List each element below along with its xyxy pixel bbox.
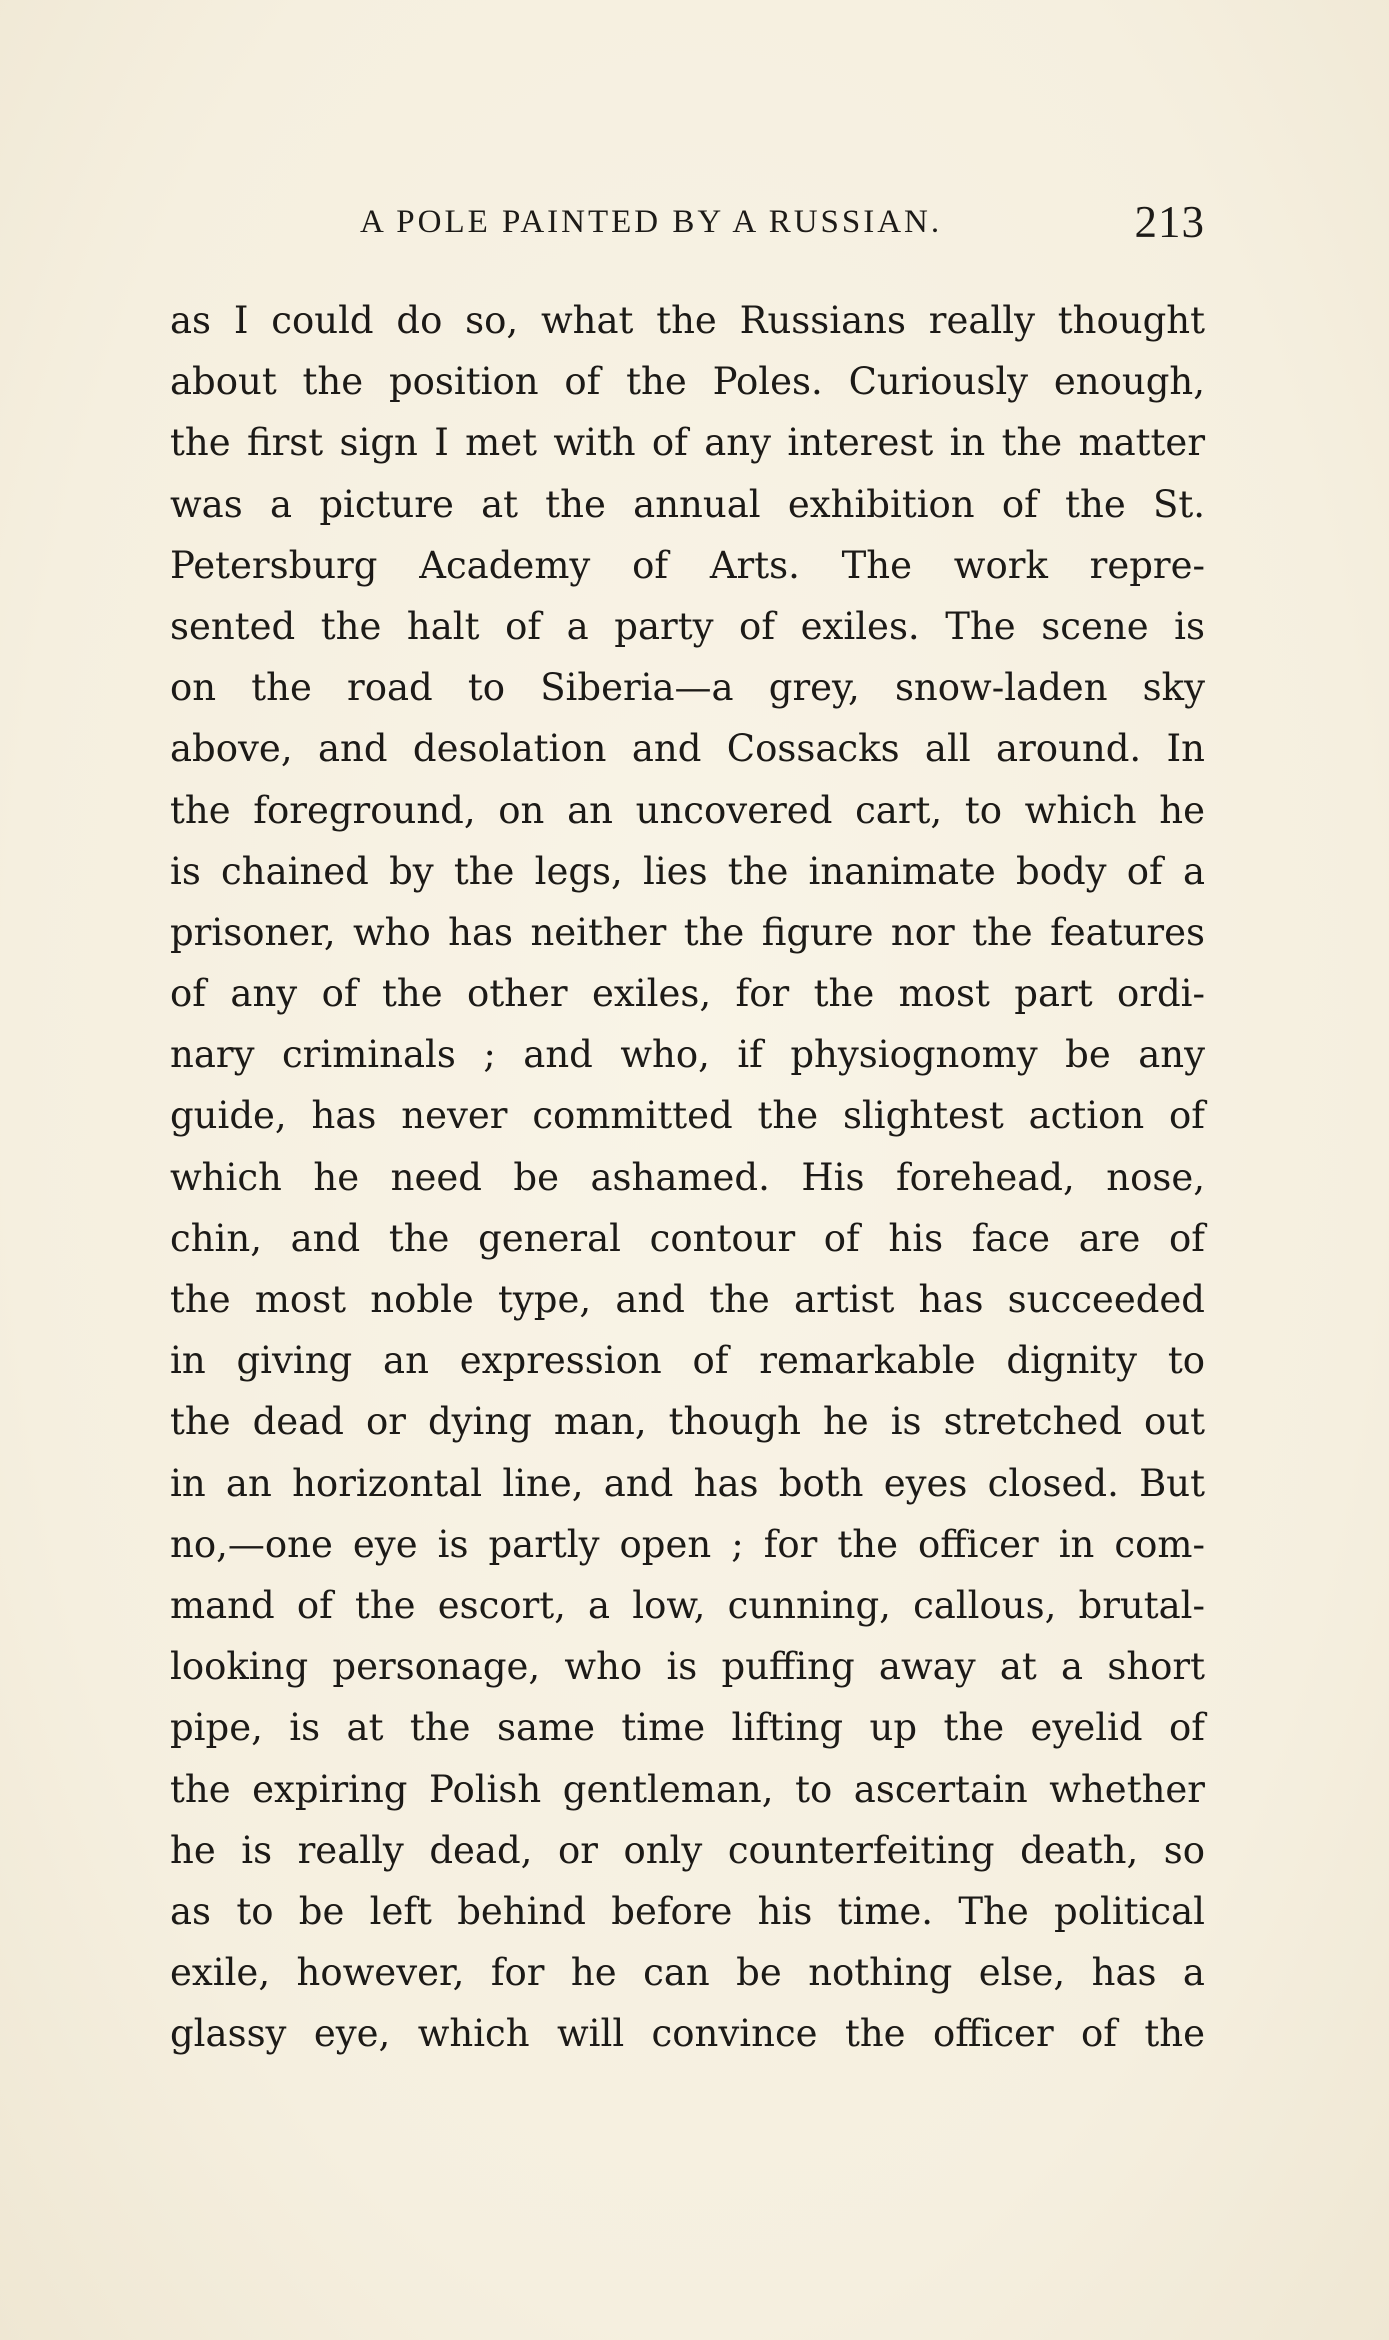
text-line: the first sign I met with of any interest in the matter: [170, 421, 1205, 465]
body-text: [170, 290, 1205, 2064]
text-line: in an horizontal line, and has both eyes closed. But: [170, 1461, 1205, 1505]
text-line: the expiring Polish gentleman, to ascertain whether: [170, 1767, 1205, 1811]
text-line: no,—one eye is partly open ; for the officer in com-: [170, 1522, 1205, 1566]
text-line: mand of the escort, a low, cunning, callous, brutal-: [170, 1583, 1205, 1627]
page-header: [170, 196, 1205, 246]
text-line: guide, has never committed the slightest action of: [170, 1094, 1205, 1138]
text-line: exile, however, for he can be nothing else, has a: [170, 1951, 1205, 1995]
page-number: 213: [1134, 197, 1205, 247]
text-line: above, and desolation and Cossacks all around. In: [170, 727, 1205, 771]
text-line: he is really dead, or only counterfeiting death, so: [170, 1828, 1205, 1872]
text-line: chin, and the general contour of his face are of: [170, 1216, 1205, 1260]
text-line: Petersburg Academy of Arts. The work repre-: [170, 543, 1205, 587]
text-line: of any of the other exiles, for the most part ordi-: [170, 972, 1205, 1016]
text-line: was a picture at the annual exhibition of the St.: [170, 482, 1205, 526]
text-line: nary criminals ; and who, if physiognomy be any: [170, 1033, 1205, 1077]
text-line: glassy eye, which will convince the officer of the: [170, 2012, 1205, 2056]
text-line: about the position of the Poles. Curiously enough,: [170, 360, 1205, 404]
text-line: as to be left behind before his time. The political: [170, 1889, 1205, 1933]
text-line: pipe, is at the same time lifting up the eyelid of: [170, 1706, 1205, 1750]
text-line: on the road to Siberia—a grey, snow-laden sky: [170, 666, 1205, 710]
text-line: which he need be ashamed. His forehead, nose,: [170, 1155, 1205, 1199]
text-line: the dead or dying man, though he is stretched out: [170, 1400, 1205, 1444]
text-line: as I could do so, what the Russians really thought: [170, 299, 1205, 342]
text-line: in giving an expression of remarkable dignity to: [170, 1339, 1205, 1383]
text-line: is chained by the legs, lies the inanimate body of a: [170, 849, 1205, 893]
text-line: the most noble type, and the artist has succeeded: [170, 1278, 1205, 1321]
text-line: sented the halt of a party of exiles. The scene is: [170, 604, 1205, 648]
text-line: prisoner, who has neither the figure nor the features: [170, 910, 1205, 954]
text-line: looking personage, who is puffing away at a short: [170, 1645, 1205, 1689]
text-line: the foreground, on an uncovered cart, to which he: [170, 788, 1205, 832]
running-head: A POLE PAINTED BY A RUSSIAN.: [360, 204, 943, 240]
